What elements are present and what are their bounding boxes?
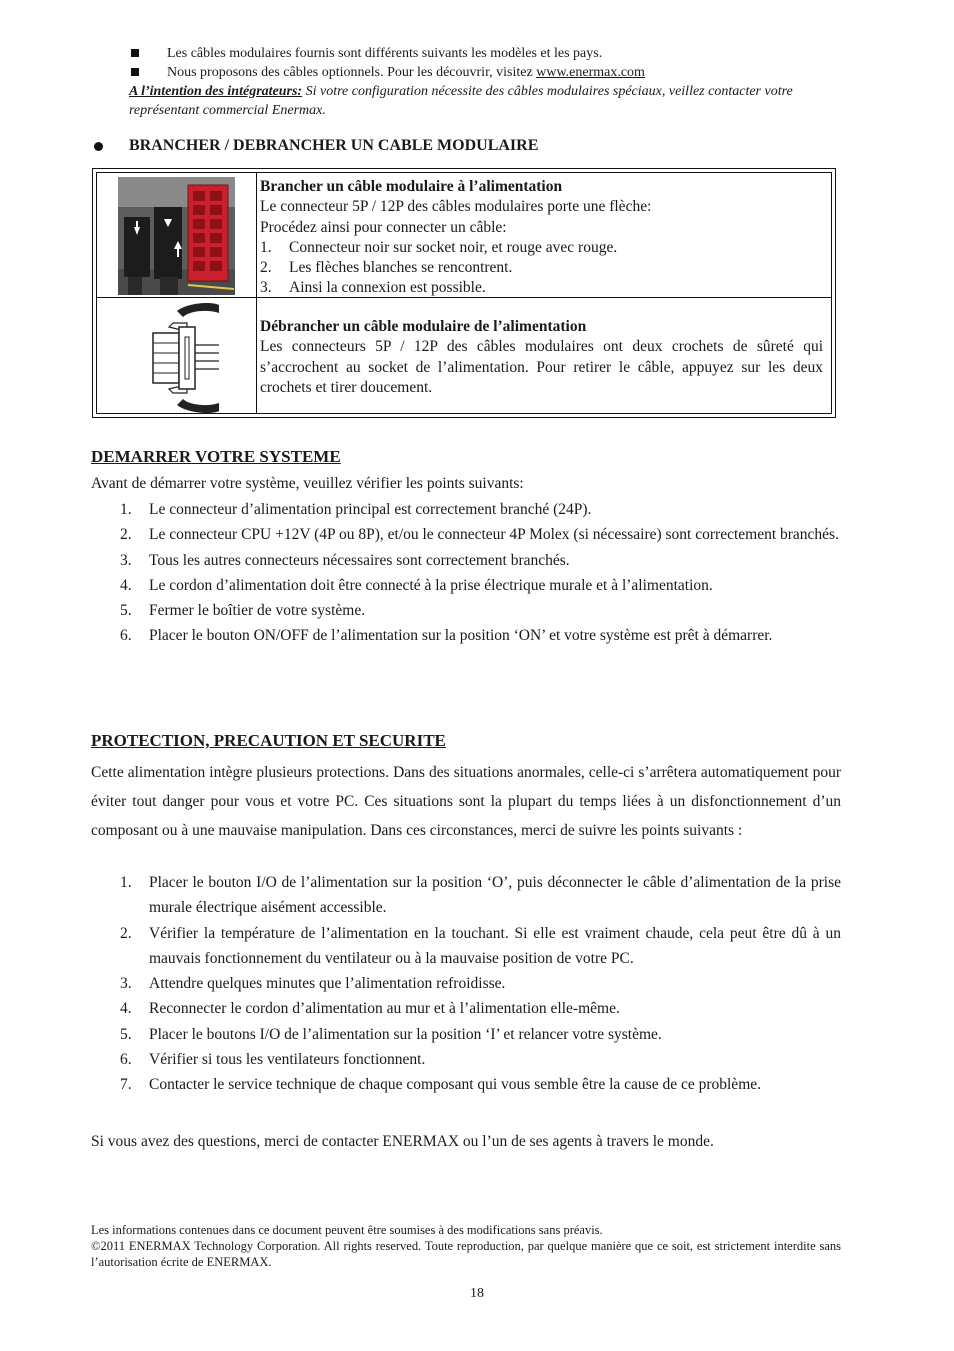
connect-step-text: Connecteur noir sur socket noir, et rouge avec rouge. bbox=[289, 238, 618, 256]
protection-item-text: Contacter le service technique de chaque composant qui vous semble être la cause de ce problème. bbox=[149, 1076, 762, 1094]
connect-step bbox=[260, 238, 823, 258]
start-heading: DEMARRER VOTRE SYSTEME bbox=[91, 447, 341, 466]
start-item bbox=[120, 548, 841, 573]
note-modular-cables: Les câbles modulaires fournis sont différents suivants les modèles et les pays. bbox=[167, 46, 603, 61]
connect-step bbox=[260, 258, 823, 278]
protection-item-number: 3. bbox=[120, 975, 132, 993]
connect-cell bbox=[260, 177, 823, 299]
protection-item bbox=[120, 996, 841, 1021]
protection-item-number: 5. bbox=[120, 1025, 132, 1043]
footer-line1: Les informations contenues dans ce document peuvent être soumises à des modifications sans préavis. bbox=[91, 1223, 603, 1237]
protection-item bbox=[120, 1047, 841, 1072]
protection-intro: Cette alimentation intègre plusieurs protections. Dans des situations anormales, celle-ci s’arrêtera automatiquement pour éviter tout danger pour vous et votre PC. Ces situations sont la plupart du temps liées à un disfonctionnement d’un composant ou à une mauvaise manipulation. Dans ces circonstances, merci de suivre les points suivants : bbox=[91, 764, 841, 839]
protection-item bbox=[120, 971, 841, 996]
protection-item bbox=[120, 870, 841, 921]
start-item-number: 6. bbox=[120, 627, 132, 645]
start-item-text: Placer le bouton ON/OFF de l’alimentation sur la position ‘ON’ et votre système est prêt à démarrer. bbox=[149, 627, 773, 645]
bullet-square bbox=[131, 49, 139, 57]
start-item-number: 2. bbox=[120, 526, 132, 544]
connect-step bbox=[260, 278, 823, 298]
protection-item-text: Vérifier si tous les ventilateurs fonctionnent. bbox=[149, 1051, 426, 1069]
note-optional-cables bbox=[167, 64, 645, 82]
start-item-text: Le cordon d’alimentation doit être connecté à la prise électrique murale et à l’alimentation. bbox=[149, 576, 713, 594]
connect-line2: Procédez ainsi pour connecter un câble: bbox=[260, 218, 507, 236]
protection-item-number: 4. bbox=[120, 1000, 132, 1018]
connector-hooks-diagram bbox=[147, 301, 222, 417]
bullet-dot bbox=[94, 142, 103, 151]
protection-item-number: 6. bbox=[120, 1051, 132, 1069]
protection-item-text: Placer le bouton I/O de l’alimentation sur la position ‘O’, puis déconnecter le câble d’alimentation de la prise murale électrique aisément accessible. bbox=[149, 874, 841, 917]
start-item bbox=[120, 623, 841, 648]
protection-item-text: Placer le boutons I/O de l’alimentation sur la position ‘I’ et relancer votre système. bbox=[149, 1025, 662, 1043]
start-item bbox=[120, 522, 841, 547]
protection-item-text: Reconnecter le cordon d’alimentation au mur et à l’alimentation elle-même. bbox=[149, 1000, 620, 1018]
protection-item-number: 1. bbox=[120, 874, 132, 891]
start-item bbox=[120, 497, 841, 522]
protection-checklist bbox=[120, 870, 841, 1098]
start-item-number: 3. bbox=[120, 551, 132, 569]
protection-item-text: Attendre quelques minutes que l’alimentation refroidisse. bbox=[149, 975, 506, 993]
page-number: 18 bbox=[470, 1286, 484, 1301]
start-item bbox=[120, 598, 841, 623]
table-divider-vertical bbox=[256, 173, 257, 413]
disconnect-cell bbox=[260, 317, 823, 398]
connect-step-text: Ainsi la connexion est possible. bbox=[289, 279, 486, 297]
start-item-number: 5. bbox=[120, 602, 132, 620]
protection-item bbox=[120, 1072, 841, 1097]
connect-line1: Le connecteur 5P / 12P des câbles modulaires porte une flèche: bbox=[260, 198, 652, 216]
disconnect-title: Débrancher un câble modulaire de l’alimentation bbox=[260, 318, 587, 335]
protection-heading: PROTECTION, PRECAUTION ET SECURITE bbox=[91, 731, 446, 750]
connect-step-text: Les flèches blanches se rencontrent. bbox=[289, 259, 513, 277]
protection-item-number: 7. bbox=[120, 1076, 132, 1094]
start-intro: Avant de démarrer votre système, veuillez vérifier les points suivants: bbox=[91, 475, 524, 492]
footer-disclaimer bbox=[91, 1222, 841, 1270]
connect-step-number: 1. bbox=[260, 238, 272, 256]
integrators-label: A l’intention des intégrateurs: bbox=[129, 84, 303, 99]
footer-copyright: ©2011 ENERMAX Technology Corporation. All rights reserved. Toute reproduction, par quelque manière que ce soit, est strictement interdite sans l’autorisation écrite de ENERMAX. bbox=[91, 1239, 841, 1269]
modular-connector-photo bbox=[118, 177, 235, 295]
start-item-text: Le connecteur CPU +12V (4P ou 8P), et/ou le connecteur 4P Molex (si nécessaire) sont correctement branchés. bbox=[149, 526, 839, 544]
connect-step-number: 3. bbox=[260, 279, 272, 297]
bullet-square bbox=[131, 68, 139, 76]
disconnect-text: Les connecteurs 5P / 12P des câbles modulaires ont deux crochets de sûreté qui s’accrochent au socket de l’alimentation. Pour retirer le câble, appuyez sur les deux crochets et tirer doucement. bbox=[260, 338, 823, 396]
connect-table-inner bbox=[96, 172, 832, 414]
start-item-text: Le connecteur d’alimentation principal est correctement branché (24P). bbox=[149, 501, 592, 518]
protection-item-text: Vérifier la température de l’alimentation en la touchant. Si elle est vraiment chaude, cela peut être dû à un mauvais fonctionnement du ventilateur ou à la mauvaise position de votre PC. bbox=[149, 924, 841, 967]
integrators-text: Si votre configuration nécessite des câbles modulaires spéciaux, veillez contacter votre représentant commercial Enermax. bbox=[129, 84, 793, 118]
start-checklist bbox=[120, 497, 841, 649]
start-item-text: Fermer le boîtier de votre système. bbox=[149, 602, 366, 620]
connect-title: Brancher un câble modulaire à l’alimentation bbox=[260, 178, 563, 195]
connect-table bbox=[92, 168, 836, 418]
connect-step-number: 2. bbox=[260, 259, 272, 277]
protection-item bbox=[120, 921, 841, 972]
integrators-note bbox=[129, 82, 829, 120]
protection-closing: Si vous avez des questions, merci de contacter ENERMAX ou l’un de ses agents à travers le monde. bbox=[91, 1133, 714, 1150]
connect-heading: BRANCHER / DEBRANCHER UN CABLE MODULAIRE bbox=[129, 137, 539, 154]
protection-item bbox=[120, 1022, 841, 1047]
enermax-link[interactable]: www.enermax.com bbox=[536, 65, 645, 80]
start-item bbox=[120, 573, 841, 598]
protection-item-number: 2. bbox=[120, 924, 132, 942]
start-item-text: Tous les autres connecteurs nécessaires sont correctement branchés. bbox=[149, 551, 570, 569]
start-item-number: 1. bbox=[120, 501, 132, 518]
start-item-number: 4. bbox=[120, 576, 132, 594]
note-optional-cables-text: Nous proposons des câbles optionnels. Pour les découvrir, visitez bbox=[167, 65, 537, 80]
